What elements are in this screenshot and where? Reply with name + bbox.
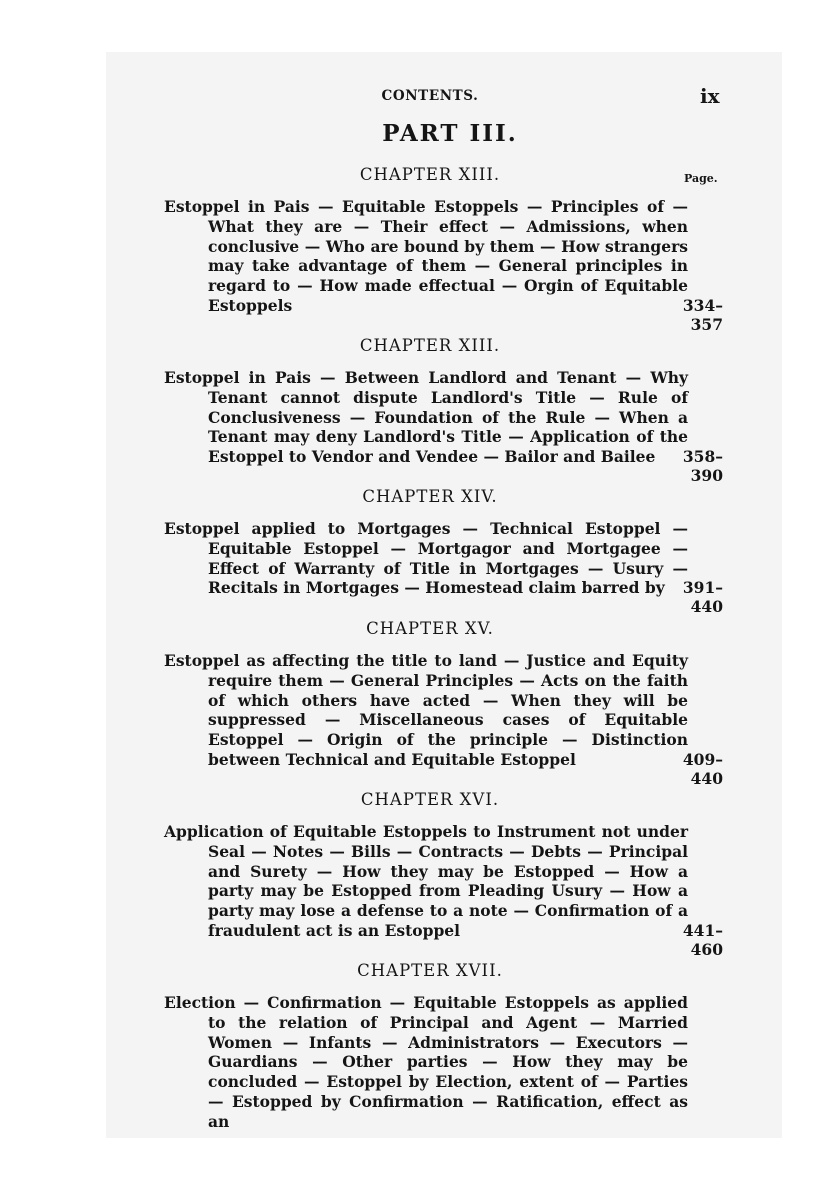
chapter-summary: Application of Equitable Estoppels to Instrument not under Seal — Notes — Bills — Contracts — Debts — Principal and Surety — How they may be Estopped — How a party may be Estopped from Pleading Usury — How a party may lose a defense to a note — Confirmation of a fraudulent act is an Estoppel (164, 822, 688, 940)
page-number: ix (700, 84, 720, 108)
chapter-heading: CHAPTER XVI. (360, 790, 500, 809)
chapter-page-range: 441–460 (682, 921, 723, 959)
chapter-summary: Election — Confirmation — Equitable Estoppels as applied to the relation of Principal and Agent — Married Women — Infants — Administrators — Executors — Guardians — Other parties — How they may be concluded — Estoppel by Election, extent of — Parties — Estopped by Confirmation — Ratification, effect as an (164, 993, 688, 1131)
chapter-page-range: 358–390 (682, 447, 723, 485)
chapter-page-range: 334–357 (682, 296, 723, 334)
chapter-heading: CHAPTER XVII. (357, 961, 503, 980)
chapter-summary: Estoppel applied to Mortgages — Technical Estoppel — Equitable Estoppel — Mortgagor and Mortgagee — Effect of Warranty of Title in Mortgages — Usury — Recitals in Mortgages — Homestead claim barred by (164, 519, 688, 598)
chapter-heading: CHAPTER XIII. (359, 336, 501, 355)
chapter-heading: CHAPTER XV. (366, 619, 494, 638)
part-title: PART III. (382, 120, 518, 147)
chapter-heading: CHAPTER XIV. (362, 487, 498, 506)
chapter-summary: Estoppel as affecting the title to land — Justice and Equity require them — General Principles — Acts on the faith of which others have acted — When they will be suppressed — Miscellaneous cases of Equitable Estoppel — Origin of the principle — Distinction between Technical and Equitable Estoppel (164, 651, 688, 769)
chapter-page-range: 409–440 (682, 750, 723, 788)
running-title: CONTENTS. (381, 88, 479, 104)
chapter-summary: Estoppel in Pais — Between Landlord and Tenant — Why Tenant cannot dispute Landlord's Title — Rule of Conclusiveness — Foundation of the Rule — When a Tenant may deny Landlord's Title — Application of the Estoppel to Vendor and Vendee — Bailor and Bailee (164, 368, 688, 467)
chapter-page-range: 391–440 (682, 578, 723, 616)
running-header (0, 84, 840, 108)
page-column-label: Page. (684, 172, 718, 185)
chapter-summary: Estoppel in Pais — Equitable Estoppels — Principles of — What they are — Their effect — Admissions, when conclusive — Who are bound by them — How strangers may take advantage of them — General principles in regard to — How made effectual — Orgin of Equitable Estoppels (164, 197, 688, 315)
chapter-heading: CHAPTER XIII. (359, 165, 501, 184)
